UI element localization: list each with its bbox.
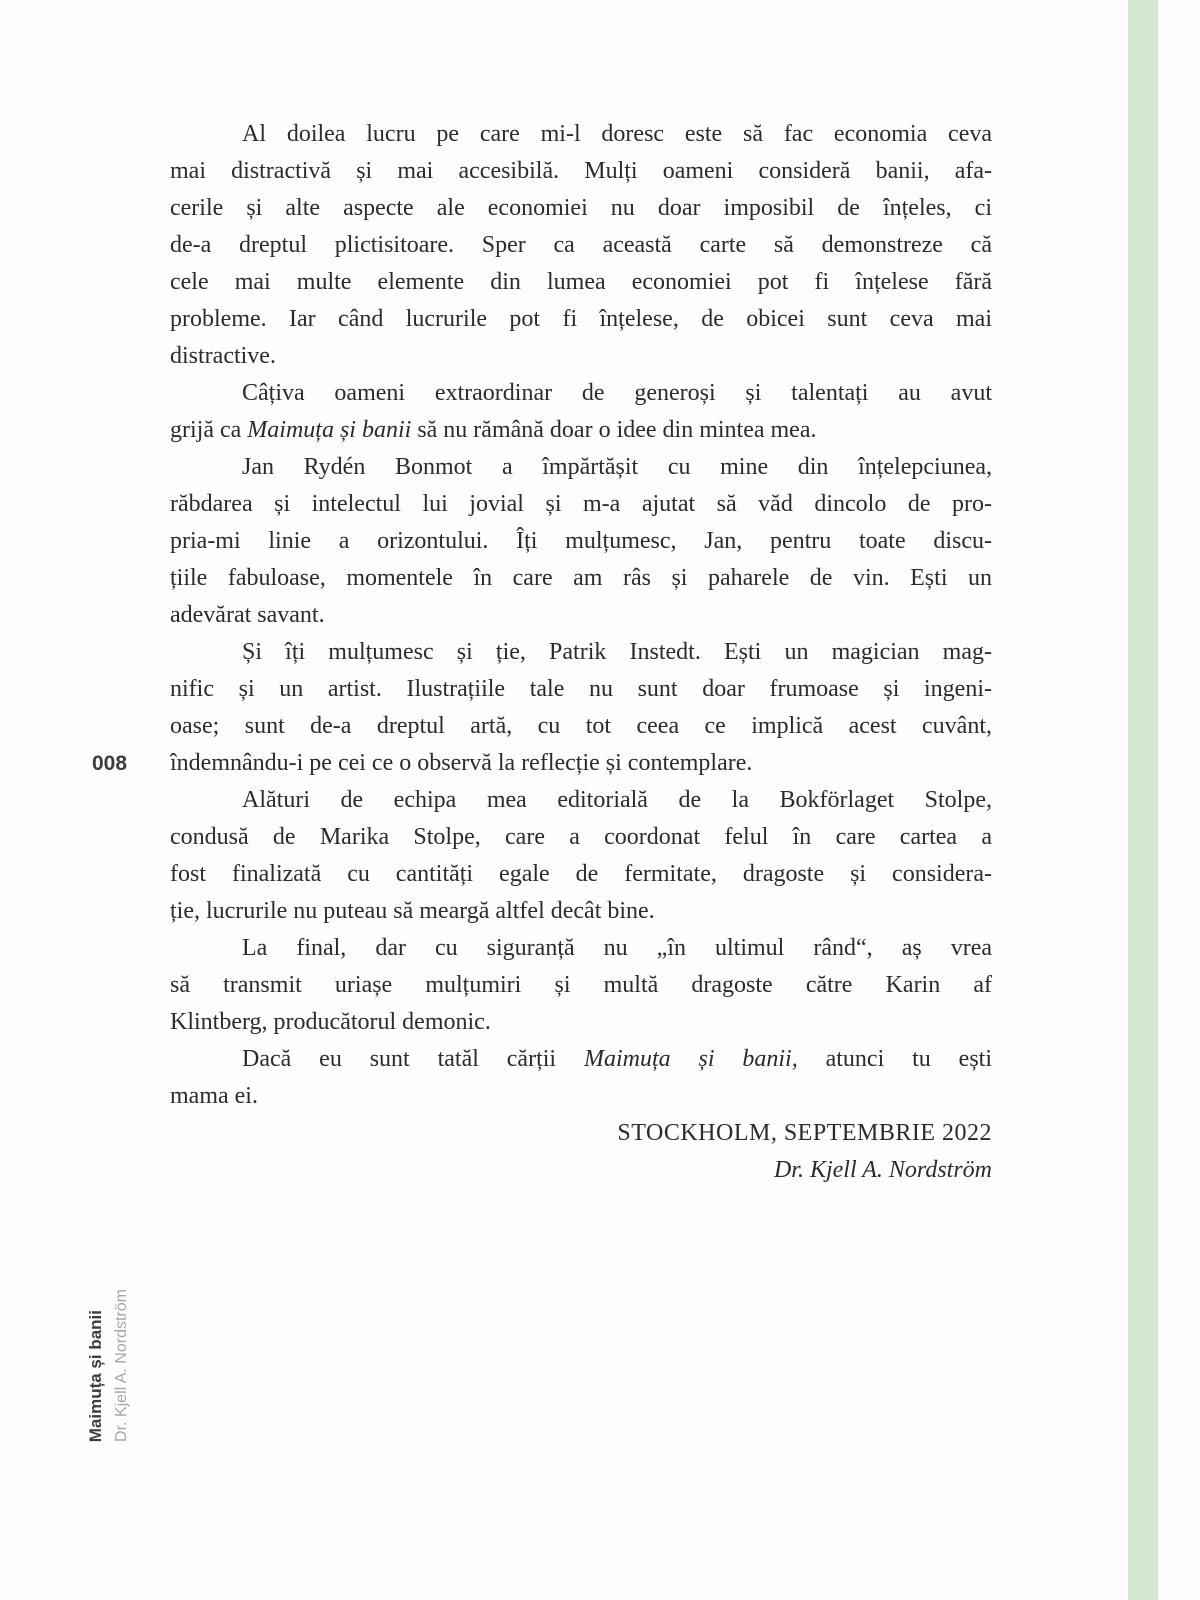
text-line (170, 227, 992, 264)
text-line (170, 671, 992, 708)
text-segment: mama ei. (170, 1083, 258, 1109)
text-line (170, 930, 992, 967)
text-segment: fost finalizată cu cantități egale de fermitate, dragoste și considera- (170, 861, 992, 887)
spine (86, 1289, 131, 1442)
signature-place-date: STOCKHOLM, SEPTEMBRIE 2022 (617, 1120, 992, 1146)
text-segment: Și îți mulțumesc și ție, Patrik Instedt. Ești un magician mag- (242, 639, 992, 665)
text-segment: cele mai multe elemente din lumea economiei pot fi înțelese fără (170, 269, 992, 295)
text-line (170, 116, 992, 153)
text-line (170, 1004, 992, 1041)
text-segment: mai distractivă și mai accesibilă. Mulți oameni consideră banii, afa- (170, 158, 992, 184)
text-segment: oase; sunt de-a dreptul artă, cu tot ceea ce implică acest cuvânt, (170, 713, 992, 739)
italic-text-segment: Maimuța și banii (247, 417, 412, 443)
text-line (170, 1078, 992, 1115)
text-segment: răbdarea și intelectul lui jovial și m-a ajutat să văd dincolo de pro- (170, 491, 992, 517)
text-line (170, 264, 992, 301)
text-segment: condusă de Marika Stolpe, care a coordonat felul în care cartea a (170, 824, 992, 850)
text-segment: să nu rămână doar o idee din mintea mea. (411, 417, 817, 443)
text-segment: Al doilea lucru pe care mi-l doresc este să fac economia ceva (242, 121, 992, 147)
text-segment: ție, lucrurile nu puteau să meargă altfel decât bine. (170, 898, 655, 924)
text-segment: nific și un artist. Ilustrațiile tale nu sunt doar frumoase și ingeni- (170, 676, 992, 702)
page-number: 008 (92, 752, 128, 775)
right-accent-bar (1128, 0, 1158, 1600)
text-segment: îndemnându-i pe cei ce o observă la reflecție și contemplare. (170, 750, 753, 776)
text-segment: Alături de echipa mea editorială de la Bokförlaget Stolpe, (242, 787, 992, 813)
text-block (170, 116, 992, 1189)
text-line (170, 560, 992, 597)
text-segment: să transmit uriașe mulțumiri și multă dragoste către Karin af (170, 972, 992, 998)
paragraphs-container (170, 116, 992, 1115)
text-segment: Jan Rydén Bonmot a împărtășit cu mine din înțelepciunea, (242, 454, 992, 480)
text-line (170, 449, 992, 486)
text-segment: distractive. (170, 343, 276, 369)
text-segment: atunci tu ești (797, 1046, 992, 1072)
text-segment: adevărat savant. (170, 602, 325, 628)
text-line (170, 486, 992, 523)
signature-author: Dr. Kjell A. Nordström (773, 1157, 992, 1183)
text-line (170, 523, 992, 560)
text-line (170, 153, 992, 190)
text-segment: La final, dar cu siguranță nu „în ultimul rând“, aș vrea (242, 935, 992, 961)
text-line (170, 301, 992, 338)
text-segment: Dacă eu sunt tatăl cărții (242, 1046, 584, 1072)
text-segment: Klintberg, producătorul demonic. (170, 1009, 491, 1035)
text-line (170, 745, 992, 782)
italic-text-segment: Maimuța și banii, (583, 1046, 798, 1072)
text-segment: pria-mi linie a orizontului. Îți mulțumesc, Jan, pentru toate discu- (170, 528, 992, 554)
text-line (170, 412, 992, 449)
text-line (170, 782, 992, 819)
text-segment: de-a dreptul plictisitoare. Sper ca această carte să demonstreze că (170, 232, 992, 258)
text-segment: țiile fabuloase, momentele în care am râs și paharele de vin. Ești un (170, 565, 992, 591)
text-line (170, 375, 992, 412)
text-line (170, 338, 992, 375)
text-segment: grijă ca (170, 417, 248, 443)
text-line (170, 708, 992, 745)
text-line (170, 634, 992, 671)
text-line (170, 819, 992, 856)
text-line (170, 967, 992, 1004)
text-segment: Câțiva oameni extraordinar de generoși și talentați au avut (242, 380, 992, 406)
text-line (170, 597, 992, 634)
spine-book-title: Maimuța și banii (86, 1309, 105, 1442)
spine-book-author: Dr. Kjell A. Nordström (113, 1289, 130, 1442)
text-segment: probleme. Iar când lucrurile pot fi înțelese, de obicei sunt ceva mai (170, 306, 992, 332)
text-line (170, 190, 992, 227)
text-line (170, 856, 992, 893)
text-segment: cerile și alte aspecte ale economiei nu doar imposibil de înțeles, ci (170, 195, 992, 221)
text-line (170, 1041, 992, 1078)
text-line (170, 893, 992, 930)
